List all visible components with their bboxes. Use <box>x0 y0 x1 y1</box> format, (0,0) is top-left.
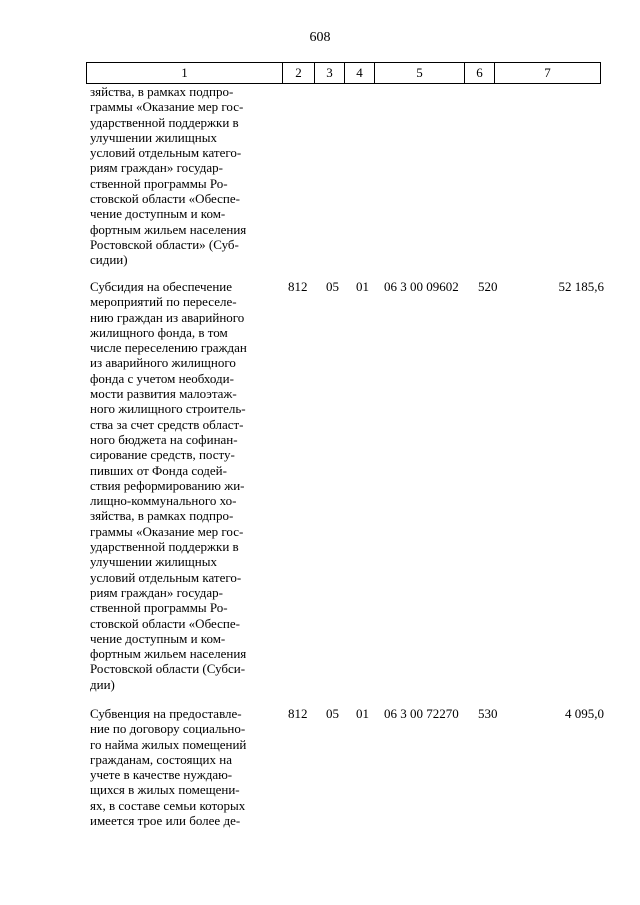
column-header-2: 2 <box>283 63 315 84</box>
row-description: Субсидия на обеспечение мероприятий по переселе- нию граждан из аварийного жилищного фонда, в том числе переселению граждан из аварийного жилищного фонда с учетом необходи- мости развития малоэтаж- ного жилищного строитель- ства за счет средств област- ного бюджета на софинан- сирование средств, посту- пивших от Фонда содей- ствия реформированию жи- лищно-коммунального хо- зяйства, в рамках подпро- граммы «Оказание мер гос- ударственной поддержки в улучшении жилищных условий отдельным катего- риям граждан» государ- ственной программы Ро- стовской области «Обеспе- чение доступным и ком- фортным жильем населения Ростовской области (Субси- дии) <box>90 279 247 692</box>
row-amount: 52 185,6 <box>558 279 604 294</box>
row-amount: 4 095,0 <box>565 706 604 721</box>
row-type-code: 530 <box>478 706 498 721</box>
row-section-code: 05 <box>326 279 339 294</box>
row-section-code: 05 <box>326 706 339 721</box>
row-description: Субвенция на предоставле- ние по договору социально- го найма жилых помещений гражданам, состоящих на учете в качестве нуждаю- щихся в жилых помещени- ях, в составе семьи которых имеется трое или более де- <box>90 706 247 829</box>
column-header-4: 4 <box>345 63 375 84</box>
column-header-6: 6 <box>465 63 495 84</box>
table-row <box>86 279 604 694</box>
row-description: зяйства, в рамках подпро- граммы «Оказание мер гос- ударственной поддержки в улучшении жилищных условий отдельным катего- риям граждан» государ- ственной программы Ро- стовской области «Обеспе- чение доступным и ком- фортным жильем населения Ростовской области» (Суб- сидии) <box>90 84 247 268</box>
page-number: 608 <box>309 30 331 45</box>
row-subsection-code: 01 <box>356 706 369 721</box>
column-header-1: 1 <box>87 63 283 84</box>
table-header <box>86 62 601 84</box>
row-subsection-code: 01 <box>356 279 369 294</box>
table-row <box>86 84 604 269</box>
row-target-code: 06 3 00 09602 <box>384 279 459 294</box>
table-row <box>86 706 604 831</box>
column-header-7: 7 <box>495 63 601 84</box>
row-target-code: 06 3 00 72270 <box>384 706 459 721</box>
row-ministry-code: 812 <box>288 706 308 721</box>
column-header-3: 3 <box>315 63 345 84</box>
row-ministry-code: 812 <box>288 279 308 294</box>
row-type-code: 520 <box>478 279 498 294</box>
column-header-5: 5 <box>375 63 465 84</box>
